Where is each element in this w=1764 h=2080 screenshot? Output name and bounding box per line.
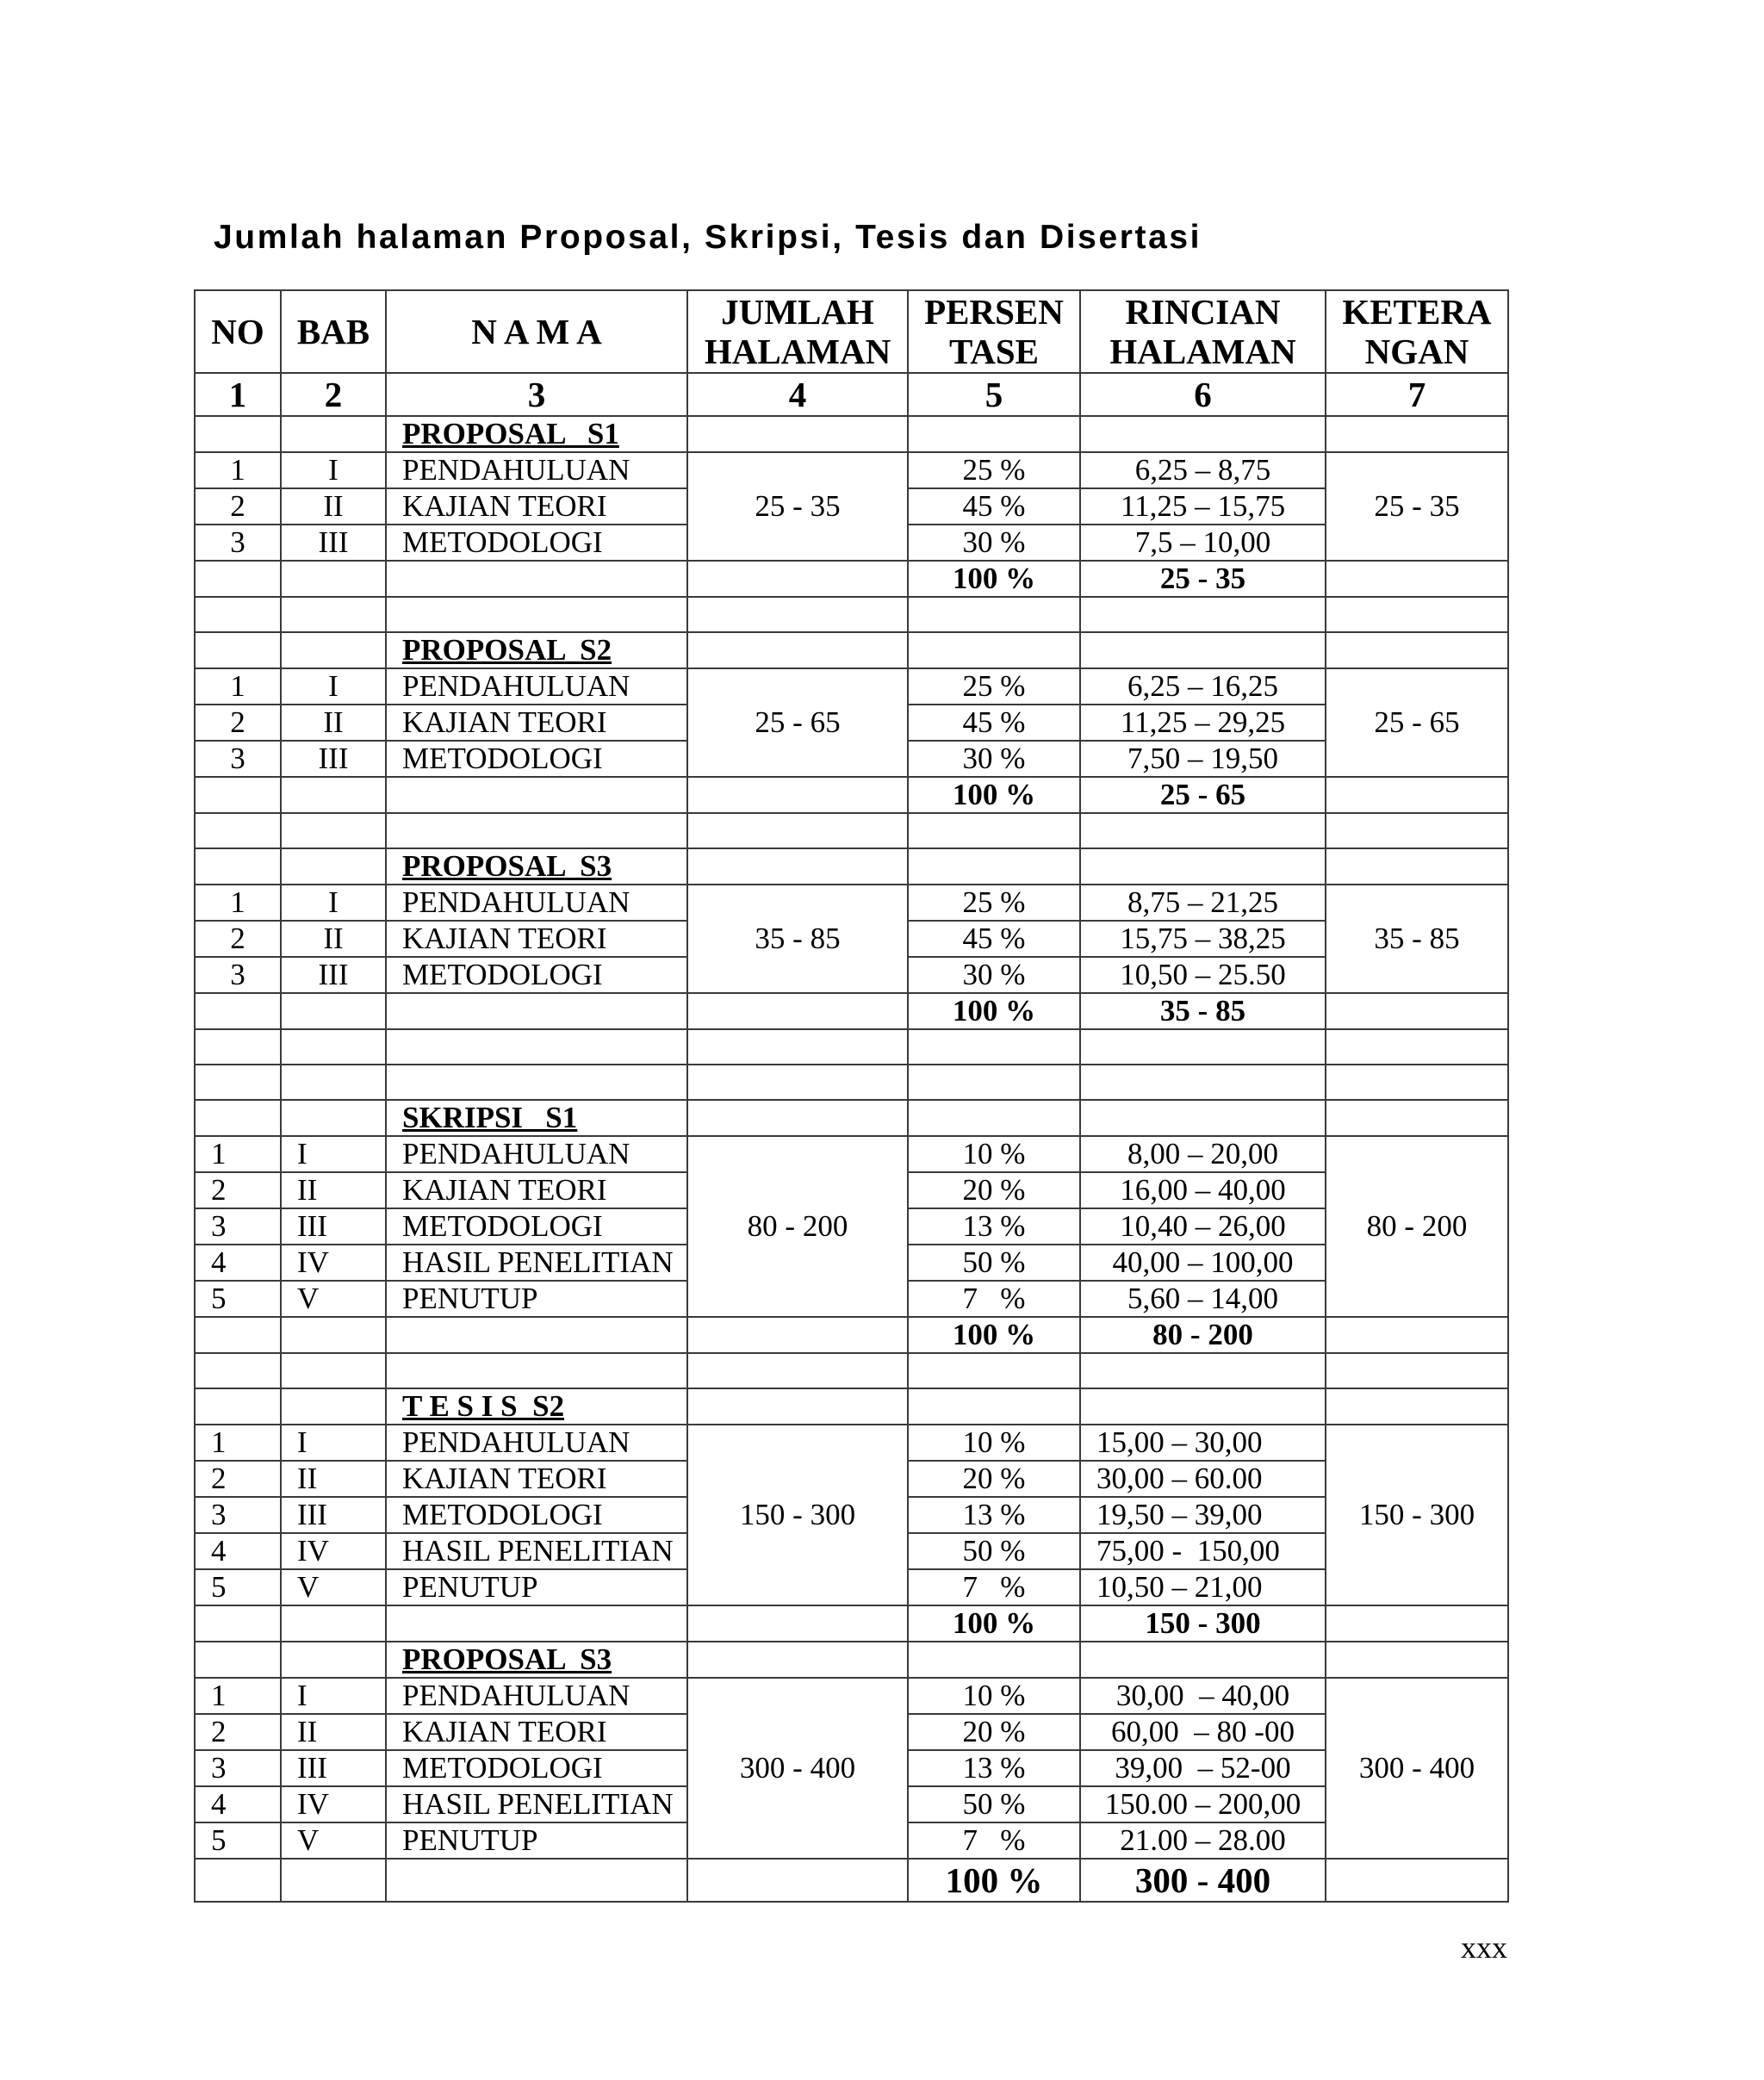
cell-nama: HASIL PENELITIAN xyxy=(386,1786,687,1822)
empty-row xyxy=(195,1029,1508,1065)
total-rincian: 80 - 200 xyxy=(1080,1317,1326,1353)
cell-keterangan: 80 - 200 xyxy=(1326,1136,1508,1317)
cell-bab: V xyxy=(281,1281,386,1317)
header-keterangan-line-2: NGAN xyxy=(1364,332,1469,371)
cell-nama: METODOLOGI xyxy=(386,525,687,561)
cell-keterangan: 35 - 85 xyxy=(1326,885,1508,993)
column-number: 6 xyxy=(1080,373,1326,416)
column-number-row xyxy=(195,373,1508,416)
cell-no: 2 xyxy=(195,488,281,525)
cell-bab: III xyxy=(281,741,386,777)
cell-no: 4 xyxy=(195,1533,281,1569)
cell-nama: PENUTUP xyxy=(386,1281,687,1317)
cell-rincian: 11,25 – 15,75 xyxy=(1080,488,1326,525)
table-row xyxy=(195,452,1508,488)
header-jumlah-line-1: JUMLAH xyxy=(721,292,874,332)
cell-rincian: 21.00 – 28.00 xyxy=(1080,1822,1326,1859)
cell-rincian: 60,00 – 80 -00 xyxy=(1080,1714,1326,1750)
header-rincian-line-1: RINCIAN xyxy=(1125,292,1281,332)
column-number: 3 xyxy=(386,373,687,416)
section-title: SKRIPSI S1 xyxy=(386,1100,687,1136)
section-title: T E S I S S2 xyxy=(386,1388,687,1425)
cell-rincian: 30,00 – 40,00 xyxy=(1080,1678,1326,1714)
cell-rincian: 11,25 – 29,25 xyxy=(1080,705,1326,741)
cell-no: 3 xyxy=(195,741,281,777)
cell-persen: 7 % xyxy=(908,1569,1080,1605)
cell-rincian: 10,40 – 26,00 xyxy=(1080,1208,1326,1245)
total-row xyxy=(195,777,1508,813)
section-title-row xyxy=(195,632,1508,668)
cell-rincian: 15,75 – 38,25 xyxy=(1080,921,1326,957)
total-row xyxy=(195,1317,1508,1353)
section-title-row xyxy=(195,416,1508,452)
cell-no: 1 xyxy=(195,452,281,488)
total-row xyxy=(195,993,1508,1029)
column-number: 4 xyxy=(687,373,908,416)
cell-nama: PENUTUP xyxy=(386,1822,687,1859)
cell-nama: PENUTUP xyxy=(386,1569,687,1605)
cell-nama: PENDAHULUAN xyxy=(386,452,687,488)
cell-persen: 13 % xyxy=(908,1208,1080,1245)
total-rincian: 35 - 85 xyxy=(1080,993,1326,1029)
cell-jumlah: 25 - 65 xyxy=(687,668,908,777)
cell-nama: HASIL PENELITIAN xyxy=(386,1533,687,1569)
cell-rincian: 30,00 – 60.00 xyxy=(1080,1461,1326,1497)
cell-no: 3 xyxy=(195,1750,281,1786)
cell-rincian: 10,50 – 21,00 xyxy=(1080,1569,1326,1605)
total-row xyxy=(195,561,1508,597)
section-title: PROPOSAL S1 xyxy=(386,416,687,452)
cell-nama: KAJIAN TEORI xyxy=(386,1461,687,1497)
cell-keterangan: 150 - 300 xyxy=(1326,1425,1508,1605)
cell-persen: 50 % xyxy=(908,1533,1080,1569)
cell-rincian: 150.00 – 200,00 xyxy=(1080,1786,1326,1822)
total-persen: 100 % xyxy=(908,777,1080,813)
cell-nama: PENDAHULUAN xyxy=(386,1678,687,1714)
cell-nama: METODOLOGI xyxy=(386,741,687,777)
cell-nama: KAJIAN TEORI xyxy=(386,705,687,741)
cell-bab: II xyxy=(281,488,386,525)
cell-bab: IV xyxy=(281,1786,386,1822)
table-row xyxy=(195,1425,1508,1461)
cell-nama: KAJIAN TEORI xyxy=(386,1172,687,1208)
header-jumlah xyxy=(687,290,908,373)
cell-keterangan: 300 - 400 xyxy=(1326,1678,1508,1859)
header-persen-line-2: TASE xyxy=(948,332,1040,371)
cell-bab: II xyxy=(281,1461,386,1497)
cell-bab: IV xyxy=(281,1245,386,1281)
cell-rincian: 39,00 – 52-00 xyxy=(1080,1750,1326,1786)
cell-bab: V xyxy=(281,1569,386,1605)
cell-nama: KAJIAN TEORI xyxy=(386,1714,687,1750)
cell-persen: 25 % xyxy=(908,452,1080,488)
cell-no: 5 xyxy=(195,1569,281,1605)
total-persen: 100 % xyxy=(908,993,1080,1029)
cell-nama: PENDAHULUAN xyxy=(386,668,687,705)
cell-no: 3 xyxy=(195,1497,281,1533)
cell-bab: III xyxy=(281,1497,386,1533)
cell-no: 4 xyxy=(195,1245,281,1281)
cell-rincian: 16,00 – 40,00 xyxy=(1080,1172,1326,1208)
cell-nama: METODOLOGI xyxy=(386,1208,687,1245)
cell-persen: 13 % xyxy=(908,1750,1080,1786)
column-number: 1 xyxy=(195,373,281,416)
cell-bab: III xyxy=(281,1750,386,1786)
cell-bab: I xyxy=(281,452,386,488)
cell-rincian: 10,50 – 25.50 xyxy=(1080,957,1326,993)
cell-bab: V xyxy=(281,1822,386,1859)
cell-rincian: 7,5 – 10,00 xyxy=(1080,525,1326,561)
cell-jumlah: 25 - 35 xyxy=(687,452,908,561)
total-persen: 100 % xyxy=(908,561,1080,597)
cell-nama: METODOLOGI xyxy=(386,1750,687,1786)
table-row xyxy=(195,668,1508,705)
cell-rincian: 19,50 – 39,00 xyxy=(1080,1497,1326,1533)
cell-no: 2 xyxy=(195,705,281,741)
cell-persen: 13 % xyxy=(908,1497,1080,1533)
cell-persen: 30 % xyxy=(908,525,1080,561)
cell-nama: METODOLOGI xyxy=(386,957,687,993)
header-rincian xyxy=(1080,290,1326,373)
cell-persen: 50 % xyxy=(908,1245,1080,1281)
cell-persen: 10 % xyxy=(908,1425,1080,1461)
cell-nama: KAJIAN TEORI xyxy=(386,488,687,525)
header-bab: BAB xyxy=(281,290,386,373)
cell-rincian: 15,00 – 30,00 xyxy=(1080,1425,1326,1461)
header-no: NO xyxy=(195,290,281,373)
cell-no: 2 xyxy=(195,1172,281,1208)
cell-no: 2 xyxy=(195,921,281,957)
section-title: PROPOSAL S2 xyxy=(386,632,687,668)
cell-nama: METODOLOGI xyxy=(386,1497,687,1533)
cell-jumlah: 80 - 200 xyxy=(687,1136,908,1317)
cell-nama: PENDAHULUAN xyxy=(386,1425,687,1461)
table-header-row xyxy=(195,290,1508,373)
cell-bab: I xyxy=(281,1136,386,1172)
total-row xyxy=(195,1605,1508,1642)
cell-jumlah: 300 - 400 xyxy=(687,1678,908,1859)
table-row xyxy=(195,1678,1508,1714)
cell-rincian: 8,75 – 21,25 xyxy=(1080,885,1326,921)
cell-bab: II xyxy=(281,1172,386,1208)
section-title: PROPOSAL S3 xyxy=(386,848,687,885)
cell-persen: 20 % xyxy=(908,1172,1080,1208)
cell-keterangan: 25 - 65 xyxy=(1326,668,1508,777)
section-title: PROPOSAL S3 xyxy=(386,1642,687,1678)
column-number: 2 xyxy=(281,373,386,416)
cell-persen: 30 % xyxy=(908,957,1080,993)
section-title-row xyxy=(195,1388,1508,1425)
total-row xyxy=(195,1859,1508,1902)
header-nama: N A M A xyxy=(386,290,687,373)
cell-rincian: 6,25 – 16,25 xyxy=(1080,668,1326,705)
cell-jumlah: 150 - 300 xyxy=(687,1425,908,1605)
empty-row xyxy=(195,597,1508,632)
total-rincian: 150 - 300 xyxy=(1080,1605,1326,1642)
cell-persen: 25 % xyxy=(908,668,1080,705)
cell-persen: 45 % xyxy=(908,488,1080,525)
header-keterangan-line-1: KETERA xyxy=(1342,292,1492,332)
cell-bab: III xyxy=(281,1208,386,1245)
empty-row xyxy=(195,1065,1508,1100)
cell-persen: 7 % xyxy=(908,1822,1080,1859)
cell-persen: 20 % xyxy=(908,1714,1080,1750)
cell-rincian: 6,25 – 8,75 xyxy=(1080,452,1326,488)
cell-no: 3 xyxy=(195,957,281,993)
cell-no: 3 xyxy=(195,525,281,561)
total-rincian: 25 - 65 xyxy=(1080,777,1326,813)
header-persen xyxy=(908,290,1080,373)
total-persen: 100 % xyxy=(908,1317,1080,1353)
cell-persen: 10 % xyxy=(908,1136,1080,1172)
total-rincian: 300 - 400 xyxy=(1080,1859,1326,1902)
cell-rincian: 8,00 – 20,00 xyxy=(1080,1136,1326,1172)
total-persen: 100 % xyxy=(908,1605,1080,1642)
cell-bab: III xyxy=(281,525,386,561)
section-title-row xyxy=(195,1100,1508,1136)
cell-no: 1 xyxy=(195,1136,281,1172)
cell-rincian: 75,00 - 150,00 xyxy=(1080,1533,1326,1569)
cell-bab: II xyxy=(281,1714,386,1750)
cell-no: 1 xyxy=(195,668,281,705)
table-row xyxy=(195,885,1508,921)
column-number: 7 xyxy=(1326,373,1508,416)
cell-no: 2 xyxy=(195,1714,281,1750)
cell-no: 1 xyxy=(195,1425,281,1461)
cell-bab: II xyxy=(281,921,386,957)
cell-no: 3 xyxy=(195,1208,281,1245)
cell-no: 1 xyxy=(195,885,281,921)
cell-persen: 20 % xyxy=(908,1461,1080,1497)
cell-bab: I xyxy=(281,1425,386,1461)
cell-bab: III xyxy=(281,957,386,993)
page-count-table xyxy=(194,289,1509,1903)
cell-no: 5 xyxy=(195,1281,281,1317)
cell-persen: 45 % xyxy=(908,705,1080,741)
header-keterangan xyxy=(1326,290,1508,373)
cell-jumlah: 35 - 85 xyxy=(687,885,908,993)
cell-persen: 10 % xyxy=(908,1678,1080,1714)
cell-nama: KAJIAN TEORI xyxy=(386,921,687,957)
page-footer: xxx xyxy=(1461,1930,1507,1965)
cell-bab: II xyxy=(281,705,386,741)
total-persen: 100 % xyxy=(908,1859,1080,1902)
cell-persen: 7 % xyxy=(908,1281,1080,1317)
cell-no: 1 xyxy=(195,1678,281,1714)
cell-bab: I xyxy=(281,1678,386,1714)
cell-no: 2 xyxy=(195,1461,281,1497)
section-title-row xyxy=(195,848,1508,885)
cell-persen: 30 % xyxy=(908,741,1080,777)
cell-persen: 50 % xyxy=(908,1786,1080,1822)
cell-rincian: 40,00 – 100,00 xyxy=(1080,1245,1326,1281)
column-number: 5 xyxy=(908,373,1080,416)
total-rincian: 25 - 35 xyxy=(1080,561,1326,597)
cell-bab: IV xyxy=(281,1533,386,1569)
cell-bab: I xyxy=(281,668,386,705)
header-persen-line-1: PERSEN xyxy=(924,292,1064,332)
cell-persen: 45 % xyxy=(908,921,1080,957)
cell-rincian: 5,60 – 14,00 xyxy=(1080,1281,1326,1317)
empty-row xyxy=(195,1353,1508,1388)
cell-keterangan: 25 - 35 xyxy=(1326,452,1508,561)
cell-rincian: 7,50 – 19,50 xyxy=(1080,741,1326,777)
section-title-row xyxy=(195,1642,1508,1678)
cell-nama: HASIL PENELITIAN xyxy=(386,1245,687,1281)
cell-no: 4 xyxy=(195,1786,281,1822)
table-row xyxy=(195,1136,1508,1172)
cell-bab: I xyxy=(281,885,386,921)
header-rincian-line-2: HALAMAN xyxy=(1109,332,1296,371)
empty-row xyxy=(195,813,1508,848)
cell-persen: 25 % xyxy=(908,885,1080,921)
cell-nama: PENDAHULUAN xyxy=(386,885,687,921)
cell-no: 5 xyxy=(195,1822,281,1859)
cell-nama: PENDAHULUAN xyxy=(386,1136,687,1172)
page-title: Jumlah halaman Proposal, Skripsi, Tesis dan Disertasi xyxy=(214,219,1202,256)
header-jumlah-line-2: HALAMAN xyxy=(704,332,891,371)
